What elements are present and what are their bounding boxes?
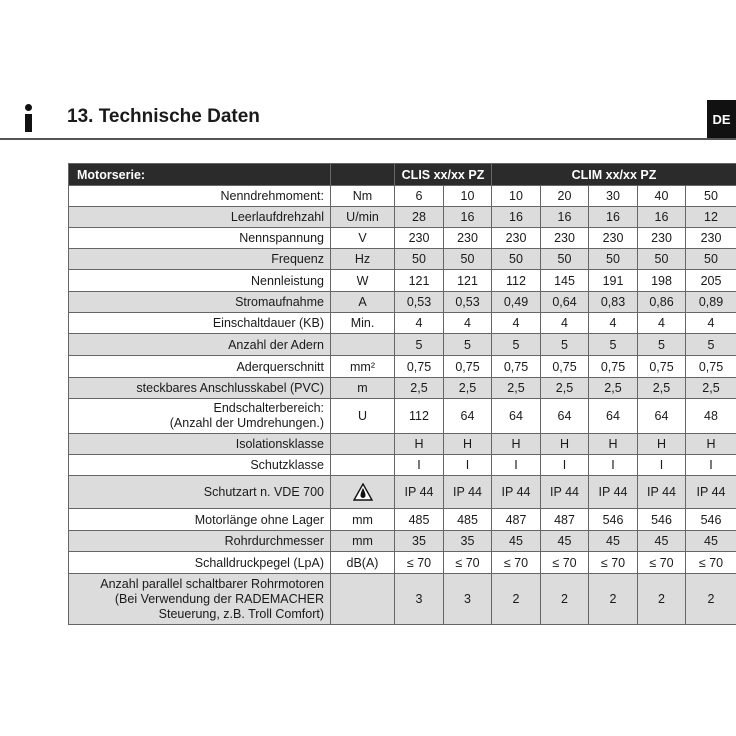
value-cell: 230 [395,228,444,249]
row-unit: m [331,378,395,399]
value-cell: 546 [638,509,686,531]
value-cell: 4 [589,313,638,334]
value-cell: 0,83 [589,292,638,313]
table-row [69,270,736,292]
value-cell: IP 44 [541,476,589,509]
table-row [69,399,736,434]
value-cell: 485 [444,509,492,531]
value-cell: 230 [492,228,541,249]
value-cell: 4 [492,313,541,334]
row-label: Motorlänge ohne Lager [69,509,331,531]
value-cell: 2,5 [541,378,589,399]
row-label-line: Steuerung, z.B. Troll Comfort) [158,606,324,621]
row-label [69,574,331,625]
value-cell: ≤ 70 [444,552,492,574]
value-cell: 16 [541,207,589,228]
row-label: Nennleistung [69,270,331,292]
value-cell: 45 [589,531,638,552]
row-unit: Nm [331,186,395,207]
unit-header [331,164,395,186]
value-cell: 230 [638,228,686,249]
row-label: Schutzklasse [69,455,331,476]
row-unit [331,434,395,455]
row-label: Schutzart n. VDE 700 [69,476,331,509]
value-cell: 198 [638,270,686,292]
info-icon [22,104,34,132]
value-cell: 2,5 [444,378,492,399]
value-cell: 112 [492,270,541,292]
table-row [69,509,736,531]
row-unit: W [331,270,395,292]
value-cell: 546 [686,509,736,531]
value-cell: 50 [395,249,444,270]
value-cell: IP 44 [395,476,444,509]
value-cell: 10 [492,186,541,207]
value-cell: 5 [444,334,492,356]
table-row [69,249,736,270]
value-cell: I [589,455,638,476]
value-cell: 2 [589,574,638,625]
value-cell: 230 [541,228,589,249]
value-cell: 6 [395,186,444,207]
value-cell: ≤ 70 [638,552,686,574]
value-cell: IP 44 [492,476,541,509]
value-cell: 0,75 [686,356,736,378]
value-cell: H [686,434,736,455]
table-row [69,378,736,399]
table-row [69,313,736,334]
value-cell: I [395,455,444,476]
row-unit: A [331,292,395,313]
value-cell: IP 44 [638,476,686,509]
value-cell: 50 [589,249,638,270]
table-row [69,186,736,207]
value-cell: 20 [541,186,589,207]
value-cell: 0,75 [638,356,686,378]
value-cell: 3 [444,574,492,625]
value-cell: H [589,434,638,455]
value-cell: 5 [589,334,638,356]
value-cell: 28 [395,207,444,228]
row-label-line: (Anzahl der Umdrehungen.) [169,416,324,430]
motor-series-header: Motorserie: [69,164,331,186]
drop-warning-icon [353,483,373,501]
value-cell: 30 [589,186,638,207]
value-cell: 45 [492,531,541,552]
value-cell: 205 [686,270,736,292]
value-cell: 2,5 [589,378,638,399]
row-label: Aderquerschnitt [69,356,331,378]
table-row [69,207,736,228]
technical-data-table [68,163,736,625]
row-unit: U/min [331,207,395,228]
table-row [69,434,736,455]
value-cell: 230 [589,228,638,249]
row-unit: mm [331,509,395,531]
value-cell: 121 [395,270,444,292]
row-label-line: Anzahl parallel schaltbarer Rohrmotoren [100,576,324,591]
value-cell: 45 [686,531,736,552]
table-row [69,292,736,313]
table-row [69,531,736,552]
row-unit: dB(A) [331,552,395,574]
value-cell: 12 [686,207,736,228]
row-unit: Hz [331,249,395,270]
value-cell: 2 [686,574,736,625]
row-unit [331,455,395,476]
table-header-row [69,164,736,186]
value-cell: IP 44 [589,476,638,509]
value-cell: 2,5 [492,378,541,399]
value-cell: 2,5 [638,378,686,399]
value-cell: 0,75 [492,356,541,378]
value-cell: H [492,434,541,455]
language-badge: DE [707,100,736,138]
row-label: Stromaufnahme [69,292,331,313]
value-cell: 145 [541,270,589,292]
row-label: steckbares Anschlusskabel (PVC) [69,378,331,399]
value-cell: 40 [638,186,686,207]
value-cell: 64 [638,399,686,434]
row-label: Isolationsklasse [69,434,331,455]
value-cell: I [686,455,736,476]
value-cell: I [541,455,589,476]
value-cell: 5 [492,334,541,356]
value-cell: 48 [686,399,736,434]
value-cell: 0,86 [638,292,686,313]
row-unit: Min. [331,313,395,334]
value-cell: 0,89 [686,292,736,313]
group-clis-header: CLIS xx/xx PZ [395,164,492,186]
value-cell: 16 [638,207,686,228]
table-row [69,228,736,249]
value-cell: 5 [686,334,736,356]
value-cell: 4 [638,313,686,334]
value-cell: 4 [395,313,444,334]
value-cell: I [638,455,686,476]
value-cell: 3 [395,574,444,625]
value-cell: 0,49 [492,292,541,313]
value-cell: ≤ 70 [492,552,541,574]
value-cell: ≤ 70 [541,552,589,574]
value-cell: 64 [492,399,541,434]
value-cell: 0,75 [444,356,492,378]
value-cell: 10 [444,186,492,207]
value-cell: 5 [395,334,444,356]
row-label: Rohrdurchmesser [69,531,331,552]
row-label: Nennspannung [69,228,331,249]
value-cell: 64 [589,399,638,434]
value-cell: 50 [444,249,492,270]
row-label: Frequenz [69,249,331,270]
row-label-line: Endschalterbereich: [213,401,324,415]
row-label: Schalldruckpegel (LpA) [69,552,331,574]
group-clim-header: CLIM xx/xx PZ [492,164,736,186]
table-row [69,476,736,509]
value-cell: 487 [492,509,541,531]
value-cell: 5 [638,334,686,356]
value-cell: I [444,455,492,476]
table-row [69,356,736,378]
table-row [69,552,736,574]
value-cell: 487 [541,509,589,531]
value-cell: H [395,434,444,455]
value-cell: 50 [492,249,541,270]
value-cell: 2,5 [395,378,444,399]
value-cell: H [444,434,492,455]
value-cell: 230 [686,228,736,249]
value-cell: 64 [444,399,492,434]
row-label [69,399,331,434]
row-label: Nenndrehmoment: [69,186,331,207]
value-cell: 2 [492,574,541,625]
section-title: 13. Technische Daten [67,106,260,127]
value-cell: 112 [395,399,444,434]
value-cell: 45 [638,531,686,552]
value-cell: 50 [638,249,686,270]
row-label: Einschaltdauer (KB) [69,313,331,334]
value-cell: 0,75 [395,356,444,378]
value-cell: 35 [395,531,444,552]
value-cell: 5 [541,334,589,356]
row-unit [331,476,395,509]
table-row [69,574,736,625]
value-cell: 16 [444,207,492,228]
table-row [69,334,736,356]
value-cell: 64 [541,399,589,434]
value-cell: 485 [395,509,444,531]
value-cell: 35 [444,531,492,552]
value-cell: ≤ 70 [395,552,444,574]
value-cell: ≤ 70 [589,552,638,574]
value-cell: 121 [444,270,492,292]
row-unit: mm [331,531,395,552]
row-unit [331,334,395,356]
value-cell: 546 [589,509,638,531]
value-cell: 16 [492,207,541,228]
value-cell: 0,75 [541,356,589,378]
value-cell: 4 [541,313,589,334]
row-label-line: (Bei Verwendung der RADEMACHER [114,591,324,606]
row-unit: mm² [331,356,395,378]
row-unit: V [331,228,395,249]
value-cell: 2 [541,574,589,625]
row-label: Anzahl der Adern [69,334,331,356]
value-cell: 230 [444,228,492,249]
table-row [69,455,736,476]
value-cell: 191 [589,270,638,292]
value-cell: 45 [541,531,589,552]
value-cell: 50 [686,249,736,270]
row-label: Leerlaufdrehzahl [69,207,331,228]
value-cell: 0,64 [541,292,589,313]
value-cell: 0,75 [589,356,638,378]
value-cell: H [638,434,686,455]
value-cell: 2,5 [686,378,736,399]
value-cell: IP 44 [444,476,492,509]
value-cell: ≤ 70 [686,552,736,574]
row-unit [331,574,395,625]
value-cell: 2 [638,574,686,625]
value-cell: 0,53 [395,292,444,313]
value-cell: H [541,434,589,455]
value-cell: 4 [686,313,736,334]
value-cell: 50 [686,186,736,207]
value-cell: IP 44 [686,476,736,509]
heading-divider [0,138,736,140]
value-cell: 50 [541,249,589,270]
value-cell: 4 [444,313,492,334]
row-unit: U [331,399,395,434]
value-cell: 16 [589,207,638,228]
value-cell: 0,53 [444,292,492,313]
value-cell: I [492,455,541,476]
